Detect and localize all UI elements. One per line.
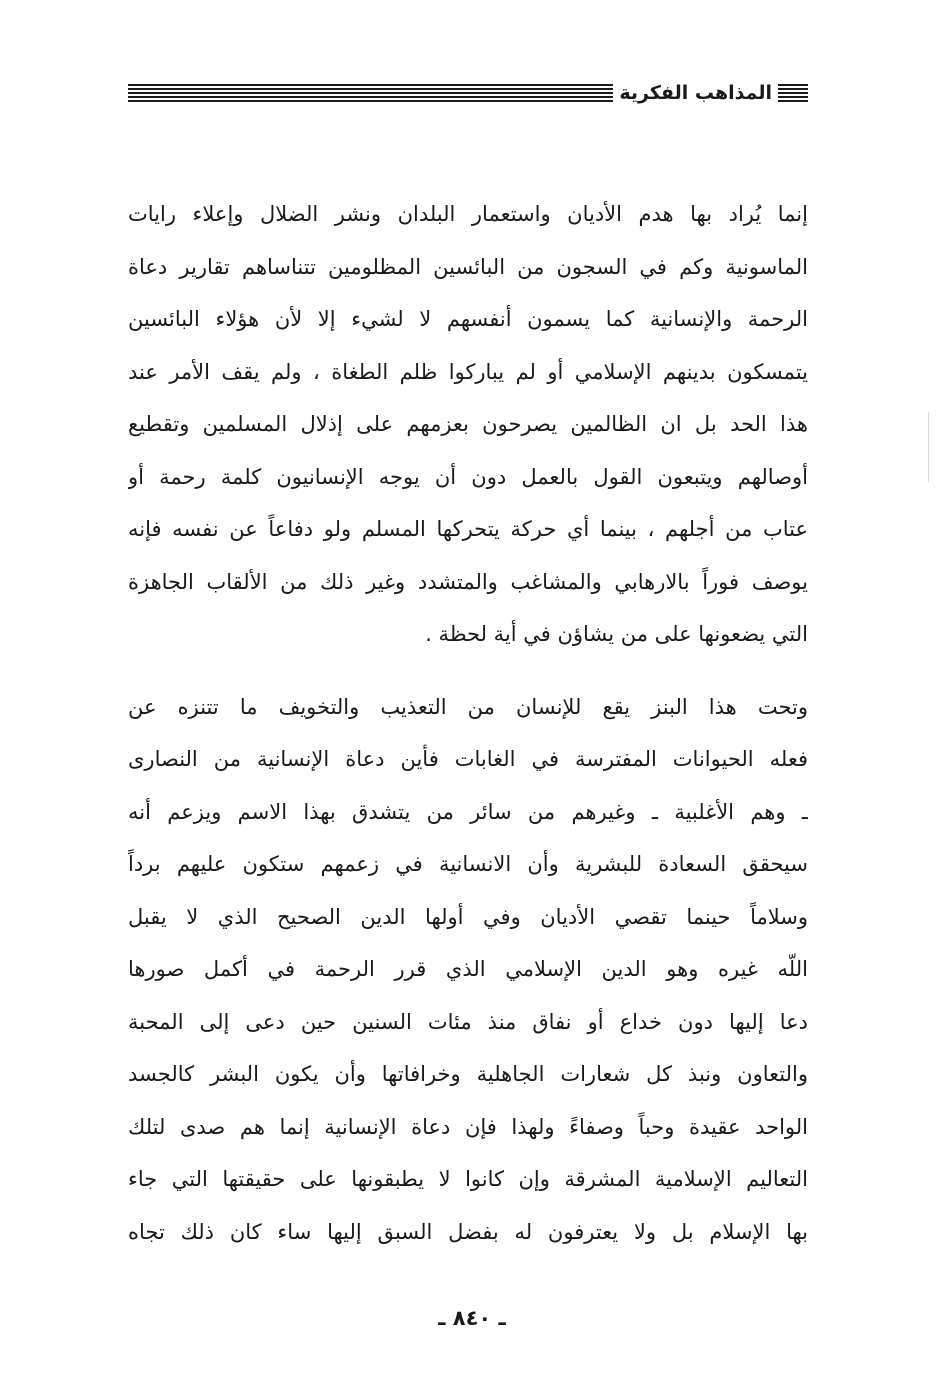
text-line: وسلاماً حينما تقصي الأديان وفي أولها الدين الصحيح الذي لا يقبل [128,904,808,929]
text-line: التي يضعونها على من يشاؤن في أية لحظة . [425,622,808,646]
text-line: بها الإسلام بل ولا يعترفون له بفضل السبق إليها ساء كان ذلك تجاه [128,1219,808,1244]
page-number: ـ ٨٤٠ ـ [438,1306,506,1330]
text-line: وتحت هذا البنز يقع للإنسان من التعذيب والتخويف ما تتنزه عن [128,694,808,719]
paragraph-gap [128,661,808,681]
text-line: يتمسكون بدينهم الإسلامي أو لم يباركوا ظلم الطغاة ، ولم يقف الأمر عند [128,359,808,384]
paragraph-1 [128,188,808,661]
text-line: هذا الحد بل ان الظالمين يصرحون بعزمهم على إذلال المسلمين وتقطيع [128,412,808,436]
text-line: ـ وهم الأغلبية ـ وغيرهم من سائر من يتشدق بهذا الاسم ويزعم أنه [128,799,808,824]
text-line: والتعاون ونبذ كل شعارات الجاهلية وخرافاتها وأن يكون البشر كالجسد [128,1062,808,1086]
text-line: الواحد عقيدة وحباً وصفاءً ولهذا فإن دعاة الإنسانية إنما هم صدى لتلك [128,1114,808,1139]
text-line: التعاليم الإسلامية المشرقة وإن كانوا لا يطبقونها على حقيقتها التي جاء [128,1167,808,1191]
header-title: المذاهب الفكرية [613,82,778,104]
text-line: عتاب من أجلهم ، بينما أي حركة يتحركها المسلم ولو دفاعاً عن نفسه فإنه [128,517,808,541]
text-line: يوصف فوراً بالارهابي والمشاغب والمتشدد وغير ذلك من الألقاب الجاهزة [128,569,808,594]
text-line: دعا إليها دون خداع أو نفاق منذ مئات السنين حين دعى إلى المحبة [128,1009,808,1034]
margin-mark [928,412,929,482]
body-text [128,188,808,1258]
text-line: إنما يُراد بها هدم الأديان واستعمار البلدان ونشر الضلال وإعلاء رايات [128,202,808,226]
running-header [128,80,808,108]
text-line: أوصالهم ويتبعون القول بالعمل دون أن يوجه الإنسانيون كلمة رحمة أو [128,464,808,489]
text-line: سيحقق السعادة للبشرية وأن الانسانية في زعمهم ستكون عليهم برداً [128,852,808,876]
text-line: فعله الحيوانات المفترسة في الغابات فأين دعاة الإنسانية من النصارى [128,747,808,771]
text-line: الماسونية وكم في السجون من البائسين المظلومين تتناساهم تقارير دعاة [128,254,808,279]
paragraph-2 [128,681,808,1259]
text-line: الرحمة والإنسانية كما يسمون أنفسهم لا لشيء إلا لأن هؤلاء البائسين [128,307,808,331]
text-line: اللّه غيره وهو الدين الإسلامي الذي قرر الرحمة في أكمل صورها [128,957,808,981]
